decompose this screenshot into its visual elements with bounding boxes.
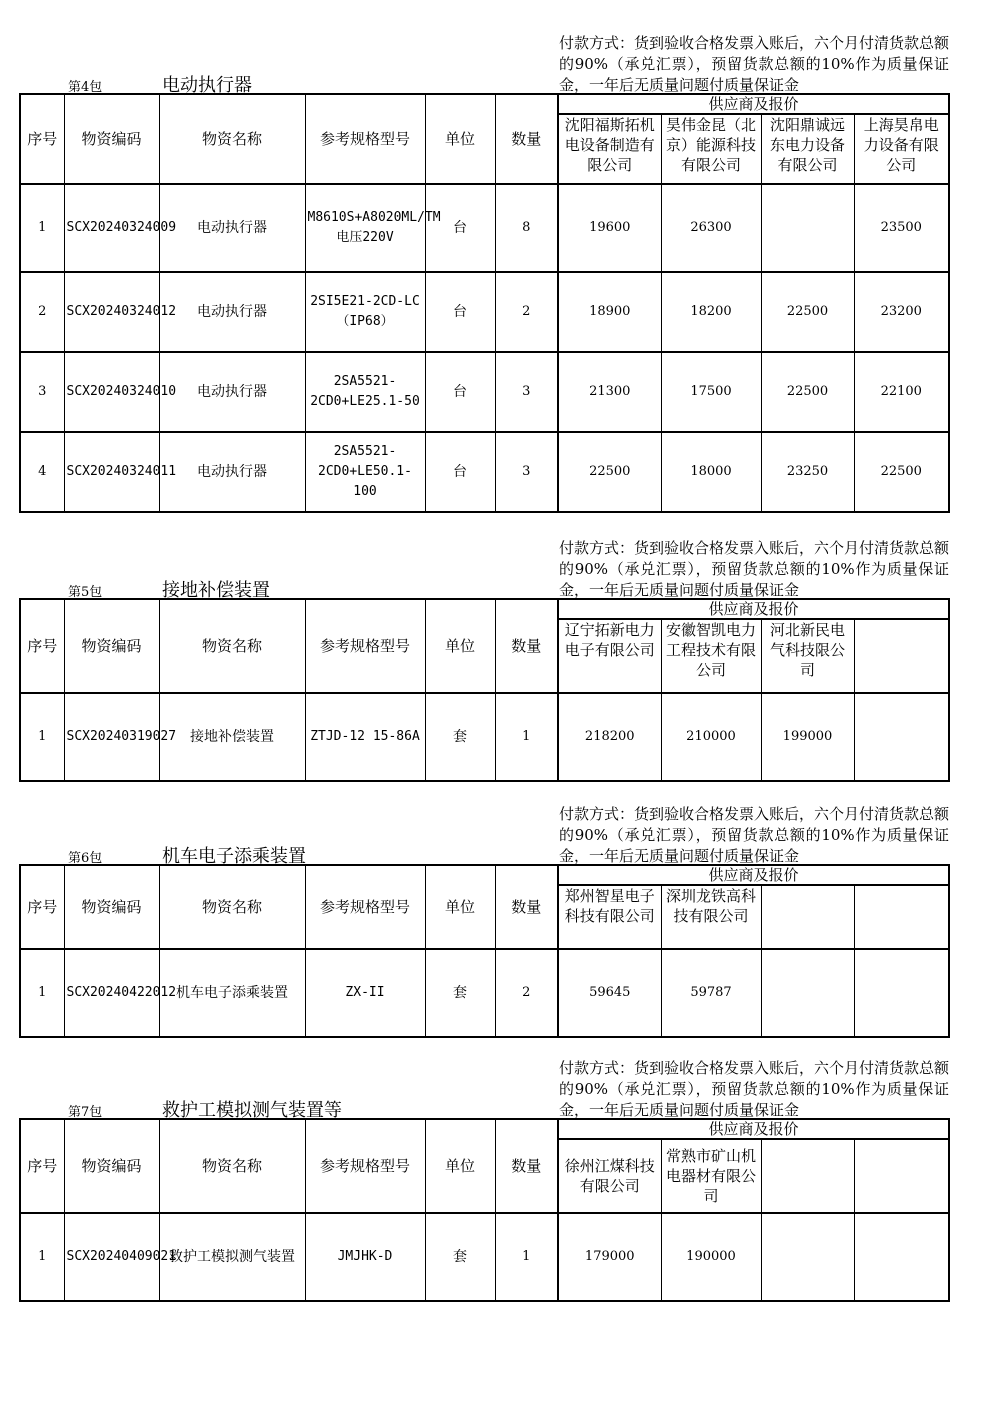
header-seq: 序号 <box>20 94 64 184</box>
table-row <box>20 693 949 781</box>
row-model: 2SA5521-2CD0+LE25.1-50 <box>305 352 425 432</box>
supplier-name <box>854 885 949 949</box>
row-price: 22500 <box>558 432 661 512</box>
supplier-name: 辽宁拓新电力电子有限公司 <box>558 619 661 693</box>
row-price: 23200 <box>854 272 949 352</box>
row-unit: 台 <box>425 352 495 432</box>
supplier-name <box>761 885 854 949</box>
row-code: SCX20240324009 <box>64 184 159 272</box>
header-name: 物资名称 <box>159 94 305 184</box>
row-seq: 1 <box>20 184 64 272</box>
header-model: 参考规格型号 <box>305 865 425 949</box>
row-price <box>761 184 854 272</box>
row-price: 26300 <box>661 184 761 272</box>
row-code: SCX20240324010 <box>64 352 159 432</box>
header-supplier-group: 供应商及报价 <box>558 599 949 619</box>
header-qty: 数量 <box>495 599 558 693</box>
row-price: 18200 <box>661 272 761 352</box>
row-model: 2SI5E21-2CD-LC（IP68） <box>305 272 425 352</box>
row-qty: 3 <box>495 352 558 432</box>
header-code: 物资编码 <box>64 865 159 949</box>
header-supplier-group: 供应商及报价 <box>558 1119 949 1139</box>
row-price: 22500 <box>761 272 854 352</box>
row-name: 电动执行器 <box>159 352 305 432</box>
header-unit: 单位 <box>425 1119 495 1213</box>
quote-table <box>19 93 950 513</box>
row-unit: 台 <box>425 184 495 272</box>
row-qty: 2 <box>495 949 558 1037</box>
row-qty: 3 <box>495 432 558 512</box>
supplier-name <box>854 1139 949 1213</box>
row-unit: 套 <box>425 693 495 781</box>
row-seq: 4 <box>20 432 64 512</box>
row-price: 210000 <box>661 693 761 781</box>
header-qty: 数量 <box>495 94 558 184</box>
row-code: SCX20240319027 <box>64 693 159 781</box>
row-price: 22500 <box>854 432 949 512</box>
row-price: 23500 <box>854 184 949 272</box>
row-price: 190000 <box>661 1213 761 1301</box>
payment-terms: 付款方式：货到验收合格发票入账后，六个月付清货款总额的90%（承兑汇票），预留货款总额的10%作为质量保证金，一年后无质量问题付质量保证金 <box>559 539 950 599</box>
payment-terms: 付款方式：货到验收合格发票入账后，六个月付清货款总额的90%（承兑汇票），预留货款总额的10%作为质量保证金，一年后无质量问题付质量保证金 <box>559 34 950 94</box>
supplier-name: 常熟市矿山机电器材有限公司 <box>661 1139 761 1213</box>
row-code: SCX20240409021 <box>64 1213 159 1301</box>
header-name: 物资名称 <box>159 865 305 949</box>
package-title: 救护工模拟测气装置等 <box>162 1100 342 1121</box>
header-model: 参考规格型号 <box>305 599 425 693</box>
table-row <box>20 272 949 352</box>
header-qty: 数量 <box>495 865 558 949</box>
supplier-name <box>761 1139 854 1213</box>
header-name: 物资名称 <box>159 599 305 693</box>
table-row <box>20 352 949 432</box>
header-code: 物资编码 <box>64 94 159 184</box>
row-price: 21300 <box>558 352 661 432</box>
row-seq: 1 <box>20 949 64 1037</box>
supplier-name: 昊伟金昆（北京）能源科技有限公司 <box>661 114 761 184</box>
header-name: 物资名称 <box>159 1119 305 1213</box>
supplier-name: 河北新民电气科技限公司 <box>761 619 854 693</box>
row-name: 电动执行器 <box>159 184 305 272</box>
row-seq: 1 <box>20 1213 64 1301</box>
supplier-name: 深圳龙铁高科技有限公司 <box>661 885 761 949</box>
row-code: SCX20240324011 <box>64 432 159 512</box>
row-price: 23250 <box>761 432 854 512</box>
row-price <box>854 1213 949 1301</box>
table-row <box>20 1213 949 1301</box>
row-name: 电动执行器 <box>159 432 305 512</box>
row-price: 179000 <box>558 1213 661 1301</box>
supplier-name: 徐州江煤科技有限公司 <box>558 1139 661 1213</box>
table-row <box>20 184 949 272</box>
supplier-name <box>854 619 949 693</box>
supplier-name: 沈阳鼎诚远东电力设备有限公司 <box>761 114 854 184</box>
header-code: 物资编码 <box>64 1119 159 1213</box>
header-model: 参考规格型号 <box>305 1119 425 1213</box>
package-title: 机车电子添乘装置 <box>162 846 306 867</box>
header-model: 参考规格型号 <box>305 94 425 184</box>
row-price: 59645 <box>558 949 661 1037</box>
package-number: 第4包 <box>68 80 103 95</box>
row-price: 218200 <box>558 693 661 781</box>
row-code: SCX20240422012 <box>64 949 159 1037</box>
row-unit: 套 <box>425 949 495 1037</box>
row-seq: 2 <box>20 272 64 352</box>
package-title: 接地补偿装置 <box>162 580 270 601</box>
header-qty: 数量 <box>495 1119 558 1213</box>
row-qty: 1 <box>495 1213 558 1301</box>
row-seq: 1 <box>20 693 64 781</box>
row-price <box>854 949 949 1037</box>
header-unit: 单位 <box>425 599 495 693</box>
row-unit: 台 <box>425 272 495 352</box>
row-name: 接地补偿装置 <box>159 693 305 781</box>
row-unit: 套 <box>425 1213 495 1301</box>
row-code: SCX20240324012 <box>64 272 159 352</box>
header-unit: 单位 <box>425 865 495 949</box>
quote-table <box>19 1118 950 1302</box>
row-price: 22500 <box>761 352 854 432</box>
header-supplier-group: 供应商及报价 <box>558 94 949 114</box>
header-unit: 单位 <box>425 94 495 184</box>
row-price: 18000 <box>661 432 761 512</box>
row-price: 19600 <box>558 184 661 272</box>
table-row <box>20 949 949 1037</box>
supplier-name: 安徽智凯电力工程技术有限公司 <box>661 619 761 693</box>
row-name: 机车电子添乘装置 <box>159 949 305 1037</box>
header-seq: 序号 <box>20 1119 64 1213</box>
row-name: 电动执行器 <box>159 272 305 352</box>
row-model: ZX-II <box>305 949 425 1037</box>
row-price: 18900 <box>558 272 661 352</box>
row-qty: 8 <box>495 184 558 272</box>
row-price <box>854 693 949 781</box>
payment-terms: 付款方式：货到验收合格发票入账后，六个月付清货款总额的90%（承兑汇票），预留货款总额的10%作为质量保证金，一年后无质量问题付质量保证金 <box>559 1059 950 1119</box>
package-number: 第6包 <box>68 851 103 866</box>
row-price: 22100 <box>854 352 949 432</box>
row-price <box>761 949 854 1037</box>
quote-table <box>19 598 950 782</box>
header-supplier-group: 供应商及报价 <box>558 865 949 885</box>
row-price: 17500 <box>661 352 761 432</box>
row-model: 2SA5521-2CD0+LE50.1-100 <box>305 432 425 512</box>
row-qty: 1 <box>495 693 558 781</box>
row-model: M8610S+A8020ML/TM 电压220V <box>305 184 425 272</box>
row-model: JMJHK-D <box>305 1213 425 1301</box>
table-row <box>20 432 949 512</box>
supplier-name: 上海昊帛电力设备有限公司 <box>854 114 949 184</box>
row-price <box>761 1213 854 1301</box>
header-seq: 序号 <box>20 865 64 949</box>
row-model: ZTJD-12 15-86A <box>305 693 425 781</box>
row-name: 救护工模拟测气装置 <box>159 1213 305 1301</box>
row-price: 199000 <box>761 693 854 781</box>
row-price: 59787 <box>661 949 761 1037</box>
quote-table <box>19 864 950 1038</box>
row-seq: 3 <box>20 352 64 432</box>
package-title: 电动执行器 <box>162 75 252 96</box>
payment-terms: 付款方式：货到验收合格发票入账后，六个月付清货款总额的90%（承兑汇票），预留货款总额的10%作为质量保证金，一年后无质量问题付质量保证金 <box>559 805 950 865</box>
supplier-name: 郑州智星电子科技有限公司 <box>558 885 661 949</box>
package-number: 第7包 <box>68 1105 103 1120</box>
supplier-name: 沈阳福斯拓机电设备制造有限公司 <box>558 114 661 184</box>
row-unit: 台 <box>425 432 495 512</box>
header-seq: 序号 <box>20 599 64 693</box>
header-code: 物资编码 <box>64 599 159 693</box>
row-qty: 2 <box>495 272 558 352</box>
package-number: 第5包 <box>68 585 103 600</box>
